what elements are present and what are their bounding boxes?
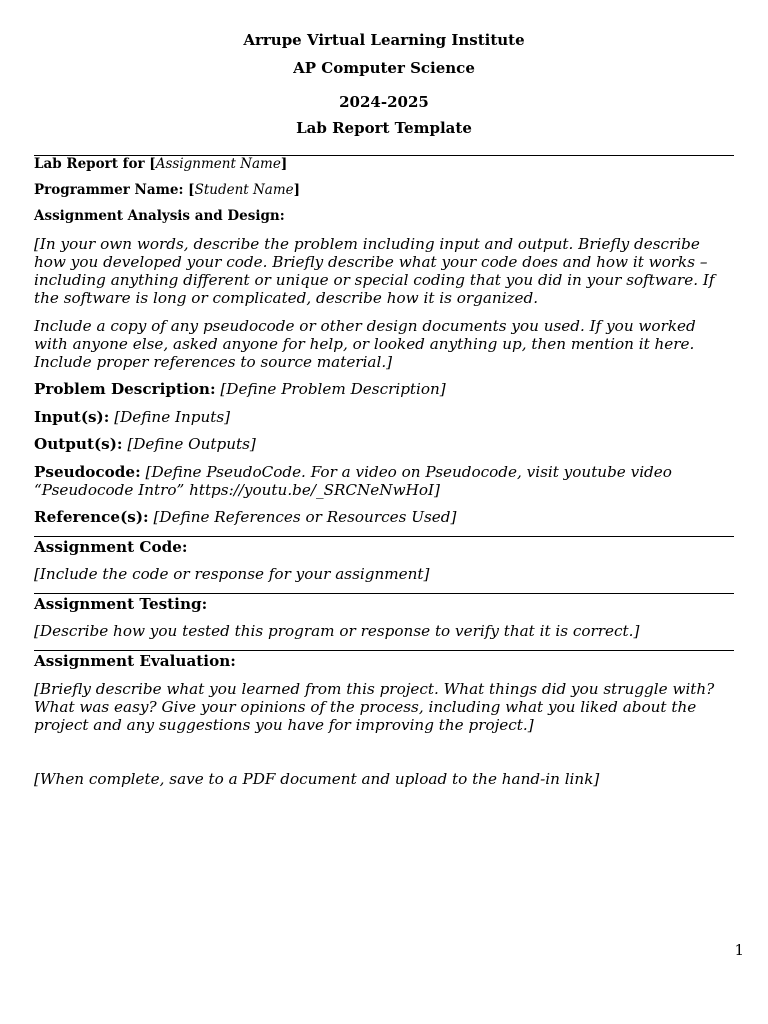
design-item-problem [34, 380, 734, 398]
design-item-label: Input(s): [34, 408, 110, 426]
divider [34, 536, 734, 537]
design-item-value: [Define Problem Description] [220, 380, 446, 398]
lab-report-field [34, 156, 734, 172]
programmer-label: Programmer Name: [ [34, 182, 195, 198]
closing-note [34, 770, 734, 788]
divider [34, 650, 734, 651]
section-heading-code [34, 538, 734, 556]
design-item-label: Reference(s): [34, 508, 149, 526]
design-item-value: [Define PseudoCode. For a video on Pseudocode, visit youtube video “Pseudocode Intro” https://youtu.be/_SRCNeNwHoI] [34, 463, 672, 499]
analysis-heading-text: Assignment Analysis and Design: [34, 208, 285, 224]
design-item-label: Output(s): [34, 435, 123, 453]
analysis-heading [34, 208, 734, 224]
design-item-value: [Define References or Resources Used] [153, 508, 457, 526]
section-body-text: [Describe how you tested this program or response to verify that it is correct.] [34, 622, 640, 640]
design-item-value: [Define Inputs] [114, 408, 231, 426]
design-item-label: Pseudocode: [34, 463, 141, 481]
document-title: Lab Report Template [296, 119, 472, 137]
design-item-label: Problem Description: [34, 380, 216, 398]
design-item-pseudocode [34, 463, 734, 499]
course-title: AP Computer Science [293, 59, 475, 77]
section-body-text: [Include the code or response for your assignment] [34, 565, 430, 583]
closing-note-text: [When complete, save to a PDF document and upload to the hand-in link] [34, 770, 600, 788]
programmer-field [34, 182, 734, 198]
design-item-outputs [34, 435, 734, 453]
section-heading-testing [34, 595, 734, 613]
design-item-value: [Define Outputs] [127, 435, 256, 453]
section-body-code [34, 565, 734, 583]
divider [34, 593, 734, 594]
section-heading-text: Assignment Testing: [34, 595, 208, 613]
section-heading-text: Assignment Evaluation: [34, 652, 236, 670]
lab-report-close: ] [280, 156, 288, 172]
analysis-paragraph-1: [In your own words, describe the problem including input and output. Briefly describe how you developed your code. Briefly describe what your code does and how it works – including anything different or unique or special coding that you did in your software. If the software is long or complicated, describe how it is organized. [34, 235, 715, 307]
design-item-inputs [34, 408, 734, 426]
school-year: 2024-2025 [339, 93, 429, 111]
programmer-value: Student Name [194, 182, 294, 198]
lab-report-value: Assignment Name [155, 156, 281, 172]
analysis-paragraph-2: Include a copy of any pseudocode or other design documents you used. If you worked with anyone else, asked anyone for help, or looked anything up, then mention it here. Include proper references to source material.] [34, 317, 696, 371]
institute-title: Arrupe Virtual Learning Institute [243, 31, 525, 49]
design-item-references [34, 508, 734, 526]
section-body-testing [34, 622, 734, 640]
programmer-close: ] [293, 182, 301, 198]
section-heading-evaluation [34, 652, 734, 670]
section-heading-text: Assignment Code: [34, 538, 188, 556]
page-number: 1 [734, 941, 744, 959]
section-body-evaluation: [Briefly describe what you learned from this project. What things did you struggle with? What was easy? Give your opinions of the process, including what you liked about the project and any suggestions you have for improving the project.] [34, 680, 715, 734]
lab-report-label: Lab Report for [ [34, 156, 156, 172]
